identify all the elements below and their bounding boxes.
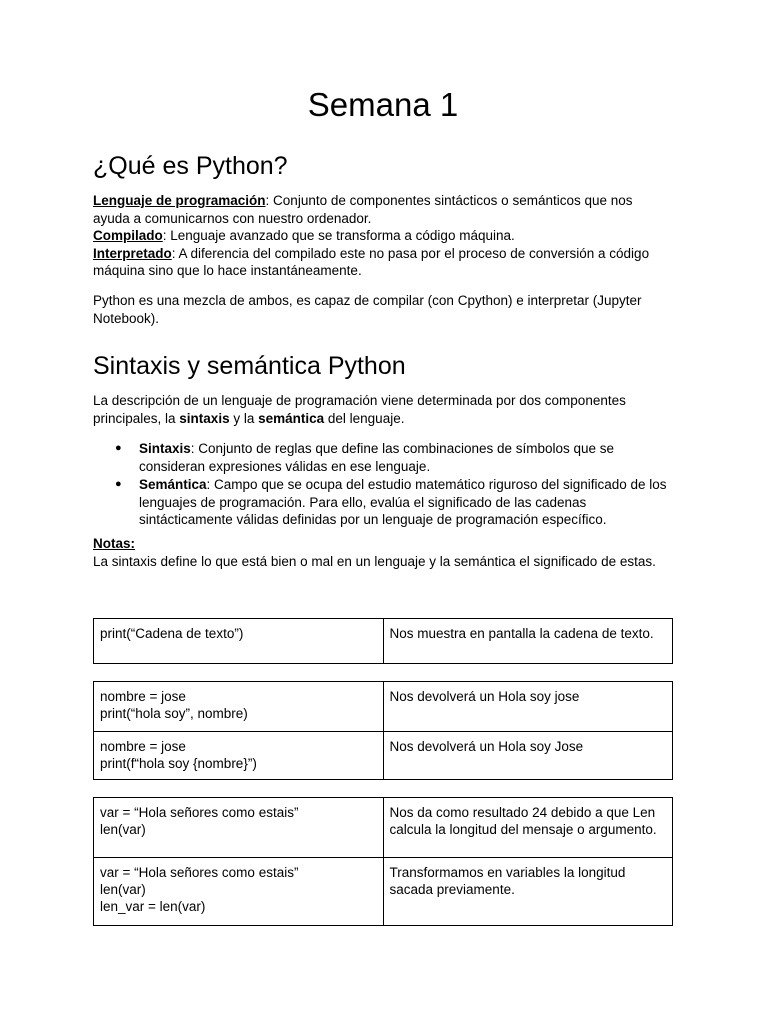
def-text-compilado: : Lenguaje avanzado que se transforma a código máquina. [162,228,515,243]
def-text-lenguaje: : Conjunto de componentes sintácticos o semánticos que nos ayuda a comunicarnos con nuestro ordenador. [93,193,633,226]
definitions-block [93,192,673,280]
description-cell: Nos devolverá un Hola soy Jose [383,732,673,780]
code-line: var = “Hola señores como estais” [100,865,299,880]
description-cell: Transformamos en variables la longitud sacada previamente. [383,858,673,926]
code-cell [94,798,384,858]
page-title: Semana 1 [307,86,459,123]
def-text-interpretado: : A diferencia del compilado este no pasa por el proceso de conversión a código máquina sino que lo hace instantáneamente. [93,245,650,278]
code-line: len(var) [100,882,146,897]
code-cell [94,732,384,780]
table-row [94,619,673,664]
code-line: print(“hola soy”, nombre) [100,706,248,721]
notes-block [93,535,673,570]
code-table-3 [93,797,673,926]
intro-paragraph [93,392,673,427]
code-cell [94,682,384,732]
code-table-2 [93,681,673,780]
notes-label: Notas: [93,536,136,551]
code-line: nombre = jose [100,689,186,704]
description-cell: Nos muestra en pantalla la cadena de texto. [383,619,673,664]
description-cell: Nos da como resultado 24 debido a que Len calcula la longitud del mensaje o argumento. [383,798,673,858]
code-line: print(f“hola soy {nombre}”) [100,756,257,771]
intro-mid: y la [229,410,259,426]
table-row [94,858,673,926]
table-row [94,798,673,858]
intro-bold-sintaxis: sintaxis [179,410,230,426]
code-cell [94,619,384,664]
intro-before: La descripción de un lenguaje de programación viene determinada por dos componentes principales, la [93,393,626,426]
code-table-1 [93,618,673,664]
def-term-interpretado: Interpretado [93,245,172,261]
bullet-text-semantica: : Campo que se ocupa del estudio matemático riguroso del significado de los lenguajes de programación. Para ello, evalúa el significado de las cadenas sintácticamente válidas definidas por un lenguaje de programación específico. [139,477,667,527]
section-heading-python: ¿Qué es Python? [93,152,288,180]
bullet-term-semantica: Semántica [139,477,207,492]
bullet-dot-icon: ● [115,478,122,490]
code-line: len_var = len(var) [100,899,206,914]
table-row [94,732,673,780]
code-cell [94,858,384,926]
code-line: print(“Cadena de texto”) [100,626,244,641]
code-line: var = “Hola señores como estais” [100,805,299,820]
section-heading-sintaxis: Sintaxis y semántica Python [93,352,406,380]
description-cell: Nos devolverá un Hola soy jose [383,682,673,732]
bullet-dot-icon: ● [115,442,122,454]
notes-text: La sintaxis define lo que está bien o mal en un lenguaje y la semántica el significado de estas. [93,553,656,569]
table-row [94,682,673,732]
code-line: nombre = jose [100,739,186,754]
def-term-compilado: Compilado [93,228,163,243]
bullet-text-sintaxis: : Conjunto de reglas que define las combinaciones de símbolos que se consideran expresiones válidas en ese lenguaje. [139,441,615,474]
bullet-list [93,440,673,530]
def-term-lenguaje: Lenguaje de programación [93,193,266,208]
list-item [93,476,673,529]
list-item [93,440,673,475]
code-line: len(var) [100,822,146,837]
intro-after: del lenguaje. [324,410,405,426]
bullet-term-sintaxis: Sintaxis [139,441,191,456]
intro-bold-semantica: semántica [258,410,325,426]
python-paragraph: Python es una mezcla de ambos, es capaz de compilar (con Cpython) e interpretar (Jupyter Notebook). [93,293,642,326]
